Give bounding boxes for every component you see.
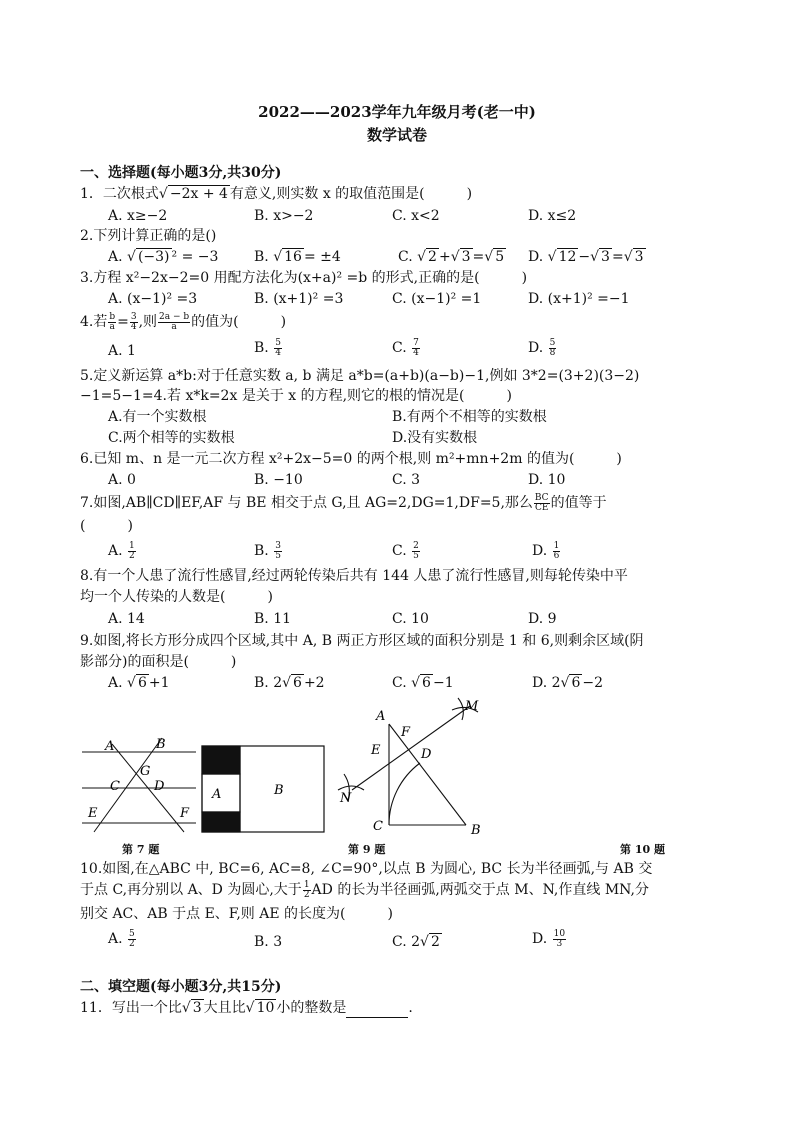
fig10-arc-m1 bbox=[458, 698, 463, 720]
fig7-label-d: D bbox=[154, 779, 165, 794]
fig7-label-b: B bbox=[156, 737, 166, 752]
q5-stem-line2: −1=5−1=4.若 x*k=2x 是关于 x 的方程,则它的根的情况是( ) bbox=[80, 388, 512, 404]
q3-stem: 3.方程 x²−2x−2=0 用配方法化为(x+a)² =b 的形式,正确的是( ) bbox=[80, 270, 528, 286]
fig7-label-e: E bbox=[88, 806, 98, 821]
fig9-shaded-bottom bbox=[202, 812, 240, 832]
q4-option-d: D. $\frac{5}{8}$ bbox=[528, 337, 556, 358]
fig10-arc bbox=[389, 763, 420, 825]
q3-option-c: C. (x−1)² =1 bbox=[392, 291, 482, 307]
q6-option-a: A. 0 bbox=[108, 472, 136, 488]
q9-option-b: B. 2√ 6 +2 bbox=[254, 675, 325, 691]
q8-option-b: B. 11 bbox=[254, 611, 292, 627]
q7-option-a: A. $\frac{1}{2}$ bbox=[108, 540, 135, 561]
exam-subtitle: 数学试卷 bbox=[366, 126, 427, 144]
fig10-line-mn bbox=[352, 706, 470, 790]
q11-answer-blank[interactable] bbox=[346, 1003, 408, 1018]
section-fill-title: 二、填空题(每小题3分,共15分) bbox=[80, 979, 282, 995]
fig7-label-a: A bbox=[105, 739, 115, 754]
q8-option-c: C. 10 bbox=[392, 611, 429, 627]
fig9-label-b: B bbox=[274, 783, 284, 798]
fig10-caption: 第 10 题 bbox=[620, 843, 665, 856]
q10-option-a: A. $\frac{5}{2}$ bbox=[108, 928, 135, 949]
fig10-label-n: N bbox=[340, 791, 352, 806]
q3-option-d: D. (x+1)² =−1 bbox=[528, 291, 630, 307]
fig10-arc-n2 bbox=[338, 786, 364, 790]
fig10-label-b: B bbox=[471, 823, 481, 838]
fig10-label-m: M bbox=[465, 699, 479, 714]
q2-option-c: C. √ 2 +√ 3 =√ 5 bbox=[398, 249, 505, 265]
q10-stem-line1: 10.如图,在△ABC 中, BC=6, AC=8, ∠C=90°,以点 B 为圆心, BC 长为半径画弧,与 AB 交 bbox=[80, 861, 653, 877]
q1-option-b: B. x>−2 bbox=[254, 208, 314, 224]
q9-option-a: A. √ 6 +1 bbox=[108, 675, 170, 691]
q9-option-d: D. 2√ 6 −2 bbox=[532, 675, 604, 691]
fig10-label-c: C bbox=[373, 819, 383, 834]
q9-stem-line2: 影部分)的面积是( ) bbox=[80, 654, 237, 670]
q10-stem-line2: 于点 C,再分别以 A、D 为圆心,大于 $\frac{1}{2}$ AD 的长为半径画弧,两弧交于点 M、N,作直线 MN,分 bbox=[80, 879, 649, 900]
q7-option-c: C. $\frac{2}{5}$ bbox=[392, 540, 419, 561]
q10-option-d: D. $\frac{10}{3}$ bbox=[532, 928, 566, 949]
q6-option-b: B. −10 bbox=[254, 472, 303, 488]
figure-10 bbox=[338, 698, 478, 825]
exam-title: 2022——2023学年九年级月考(老一中) bbox=[258, 103, 536, 121]
q8-stem-line2: 均一个人传染的人数是( ) bbox=[80, 589, 273, 605]
fig10-label-a: A bbox=[376, 709, 386, 724]
fig7-label-f: F bbox=[180, 806, 190, 821]
q2-stem: 2.下列计算正确的是() bbox=[80, 228, 217, 244]
q5-option-d: D.没有实数根 bbox=[392, 430, 478, 446]
q11-stem: 11．写出一个比√ 3 大且比√ 10 小的整数是 . bbox=[80, 1000, 413, 1016]
q2-option-b: B. √ 16 = ±4 bbox=[254, 249, 341, 265]
q5-option-c: C.两个相等的实数根 bbox=[108, 430, 235, 446]
q10-option-c: C. 2√ 2 bbox=[392, 934, 440, 950]
q6-stem: 6.已知 m、n 是一元二次方程 x²+2x−5=0 的两个根,则 m²+mn+2m 的值为( ) bbox=[80, 451, 622, 467]
q6-option-c: C. 3 bbox=[392, 472, 421, 488]
q10-option-b: B. 3 bbox=[254, 934, 283, 950]
q1-option-d: D. x≤2 bbox=[528, 208, 577, 224]
q7-stem-line1: 7.如图,AB∥CD∥EF,AF 与 BE 相交于点 G,且 AG=2,DG=1,DF=5,那么 $\frac{BC}{CE}$ 的值等于 bbox=[80, 492, 607, 513]
q6-option-d: D. 10 bbox=[528, 472, 566, 488]
q3-option-a: A. (x−1)² =3 bbox=[108, 291, 198, 307]
q10-stem-line3: 别交 AC、AB 于点 E、F,则 AE 的长度为( ) bbox=[80, 906, 393, 922]
q9-stem-line1: 9.如图,将长方形分成四个区域,其中 A, B 两正方形区域的面积分别是 1 和 6,则剩余区域(阴 bbox=[80, 633, 644, 649]
q7-stem-line2: ( ) bbox=[80, 518, 133, 534]
section-choice-title: 一、选择题(每小题3分,共30分) bbox=[80, 165, 282, 181]
q2-option-d: D. √ 12 −√ 3 =√ 3 bbox=[528, 249, 644, 265]
q9-option-c: C. √ 6 −1 bbox=[392, 675, 454, 691]
q4-stem: 4.若 $\frac{b}{a}$ = $\frac{3}{4}$ ,则 $\frac{2a - b}{a}$ 的值为( ) bbox=[80, 311, 287, 332]
q1-radicand: −2x + 4 bbox=[169, 186, 228, 202]
fig10-label-e: E bbox=[371, 743, 381, 758]
q5-stem-line1: 5.定义新运算 a*b:对于任意实数 a, b 满足 a*b=(a+b)(a−b)−1,例如 3*2=(3+2)(3−2) bbox=[80, 368, 640, 384]
q3-option-b: B. (x+1)² =3 bbox=[254, 291, 344, 307]
figures-area bbox=[0, 690, 794, 850]
q5-option-b: B.有两个不相等的实数根 bbox=[392, 409, 547, 425]
fig9-shaded-top bbox=[202, 746, 240, 774]
figure-7 bbox=[82, 738, 196, 832]
q4-option-b: B. $\frac{5}{4}$ bbox=[254, 337, 281, 358]
fig10-label-f: F bbox=[401, 725, 411, 740]
q2-option-a: A. √ (−3) ² = −3 bbox=[108, 249, 219, 265]
fig7-label-g: G bbox=[140, 764, 151, 779]
q7-option-d: D. $\frac{1}{6}$ bbox=[532, 540, 560, 561]
fig7-label-c: C bbox=[110, 779, 120, 794]
fig10-label-d: D bbox=[421, 747, 432, 762]
fig9-label-a: A bbox=[212, 787, 222, 802]
q7-option-b: B. $\frac{3}{5}$ bbox=[254, 540, 281, 561]
q4-option-a: A. 1 bbox=[108, 343, 136, 359]
q5-option-a: A.有一个实数根 bbox=[108, 409, 207, 425]
q4-option-c: C. $\frac{7}{4}$ bbox=[392, 337, 419, 358]
q8-stem-line1: 8.有一个人患了流行性感冒,经过两轮传染后共有 144 人患了流行性感冒,则每轮传染中平 bbox=[80, 568, 628, 584]
q1-option-a: A. x≥−2 bbox=[108, 208, 168, 224]
fig9-caption: 第 9 题 bbox=[348, 843, 386, 856]
q1-option-c: C. x<2 bbox=[392, 208, 440, 224]
fig7-caption: 第 7 题 bbox=[122, 843, 160, 856]
q8-option-a: A. 14 bbox=[108, 611, 145, 627]
q1-stem: 1．二次根式√ −2x + 4 有意义,则实数 x 的取值范围是( ) bbox=[80, 186, 473, 202]
q8-option-d: D. 9 bbox=[528, 611, 557, 627]
